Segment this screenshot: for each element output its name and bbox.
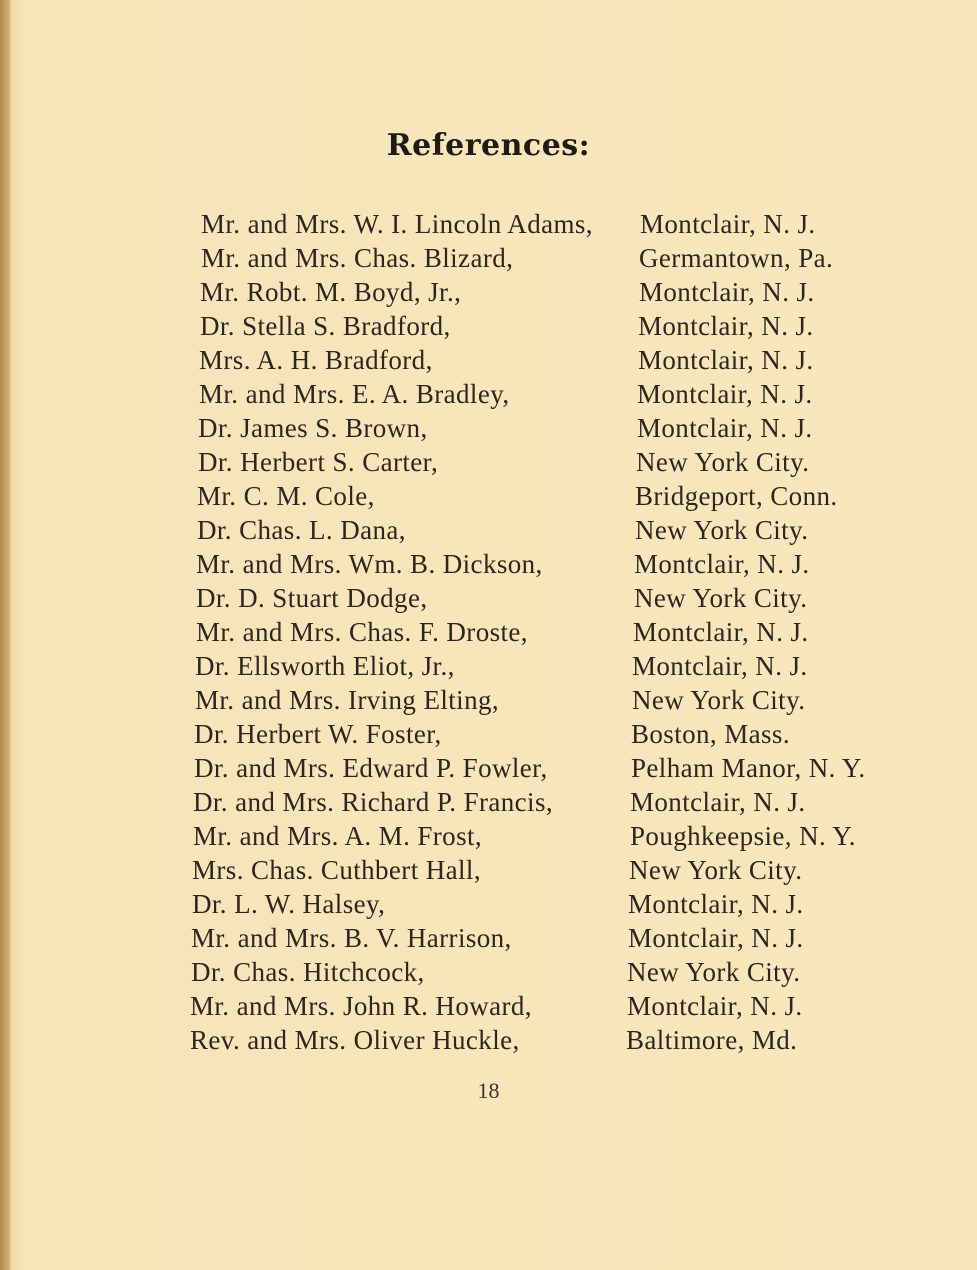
reference-place: Montclair, N. J.	[638, 345, 814, 375]
reference-place: Montclair, N. J.	[637, 413, 813, 443]
reference-name: Dr. James S. Brown,	[198, 413, 428, 443]
reference-name: Mr. and Mrs. W. I. Lincoln Adams,	[201, 209, 593, 239]
reference-place: Montclair, N. J.	[628, 923, 804, 953]
reference-row	[0, 343, 977, 377]
reference-place: New York City.	[635, 515, 809, 545]
reference-place: Montclair, N. J.	[640, 209, 816, 239]
reference-place: Montclair, N. J.	[633, 617, 809, 647]
reference-row	[0, 683, 977, 717]
reference-row	[0, 717, 977, 751]
reference-row	[0, 207, 977, 241]
reference-place: New York City.	[632, 685, 806, 715]
reference-name: Mr. and Mrs. A. M. Frost,	[193, 821, 483, 851]
reference-place: Germantown, Pa.	[639, 243, 834, 273]
reference-name: Mr. and Mrs. Chas. F. Droste,	[196, 617, 528, 647]
reference-place: Montclair, N. J.	[639, 277, 815, 307]
reference-row	[0, 275, 977, 309]
reference-place: Montclair, N. J.	[627, 991, 803, 1021]
reference-row	[0, 853, 977, 887]
reference-place: Boston, Mass.	[631, 719, 790, 749]
reference-row	[0, 547, 977, 581]
reference-name: Dr. Herbert W. Foster,	[194, 719, 442, 749]
reference-name: Mr. and Mrs. Chas. Blizard,	[201, 243, 514, 273]
reference-name: Dr. D. Stuart Dodge,	[196, 583, 428, 613]
reference-row	[0, 1023, 977, 1057]
reference-row	[0, 921, 977, 955]
reference-name: Dr. Chas. Hitchcock,	[191, 957, 425, 987]
reference-row	[0, 819, 977, 853]
reference-place: Bridgeport, Conn.	[635, 481, 838, 511]
reference-row	[0, 955, 977, 989]
reference-name: Mrs. A. H. Bradford,	[199, 345, 433, 375]
reference-name: Mr. and Mrs. Irving Elting,	[195, 685, 500, 715]
reference-row	[0, 411, 977, 445]
reference-row	[0, 887, 977, 921]
reference-row	[0, 581, 977, 615]
reference-place: Baltimore, Md.	[626, 1025, 798, 1055]
reference-place: Pelham Manor, N. Y.	[631, 753, 866, 783]
reference-place: New York City.	[634, 583, 808, 613]
reference-name: Mr. and Mrs. Wm. B. Dickson,	[196, 549, 543, 579]
reference-row	[0, 479, 977, 513]
reference-name: Mr. and Mrs. B. V. Harrison,	[191, 923, 512, 953]
reference-place: Montclair, N. J.	[637, 379, 813, 409]
reference-name: Mrs. Chas. Cuthbert Hall,	[192, 855, 481, 885]
reference-row	[0, 513, 977, 547]
reference-name: Mr. and Mrs. John R. Howard,	[190, 991, 532, 1021]
reference-row	[0, 309, 977, 343]
reference-place: Montclair, N. J.	[632, 651, 808, 681]
reference-row	[0, 615, 977, 649]
reference-name: Mr. C. M. Cole,	[197, 481, 375, 511]
reference-row	[0, 241, 977, 275]
reference-row	[0, 445, 977, 479]
page-number: 18	[477, 1078, 500, 1103]
reference-name: Mr. and Mrs. E. A. Bradley,	[199, 379, 510, 409]
page-heading: References:	[386, 128, 591, 163]
reference-row	[0, 989, 977, 1023]
reference-place: Montclair, N. J.	[634, 549, 810, 579]
reference-place: Montclair, N. J.	[628, 889, 804, 919]
reference-name: Dr. and Mrs. Richard P. Francis,	[193, 787, 554, 817]
reference-row	[0, 785, 977, 819]
reference-name: Dr. Herbert S. Carter,	[198, 447, 439, 477]
reference-place: Montclair, N. J.	[630, 787, 806, 817]
reference-place: New York City.	[636, 447, 810, 477]
reference-name: Dr. and Mrs. Edward P. Fowler,	[194, 753, 548, 783]
reference-place: New York City.	[627, 957, 801, 987]
reference-row	[0, 377, 977, 411]
reference-place: Montclair, N. J.	[638, 311, 814, 341]
reference-name: Dr. Stella S. Bradford,	[200, 311, 451, 341]
reference-name: Dr. L. W. Halsey,	[192, 889, 386, 919]
reference-name: Dr. Ellsworth Eliot, Jr.,	[195, 651, 455, 681]
reference-name: Rev. and Mrs. Oliver Huckle,	[190, 1025, 520, 1055]
reference-row	[0, 649, 977, 683]
reference-name: Mr. Robt. M. Boyd, Jr.,	[200, 277, 462, 307]
reference-place: Poughkeepsie, N. Y.	[630, 821, 856, 851]
reference-row	[0, 751, 977, 785]
reference-place: New York City.	[629, 855, 803, 885]
reference-name: Dr. Chas. L. Dana,	[197, 515, 406, 545]
